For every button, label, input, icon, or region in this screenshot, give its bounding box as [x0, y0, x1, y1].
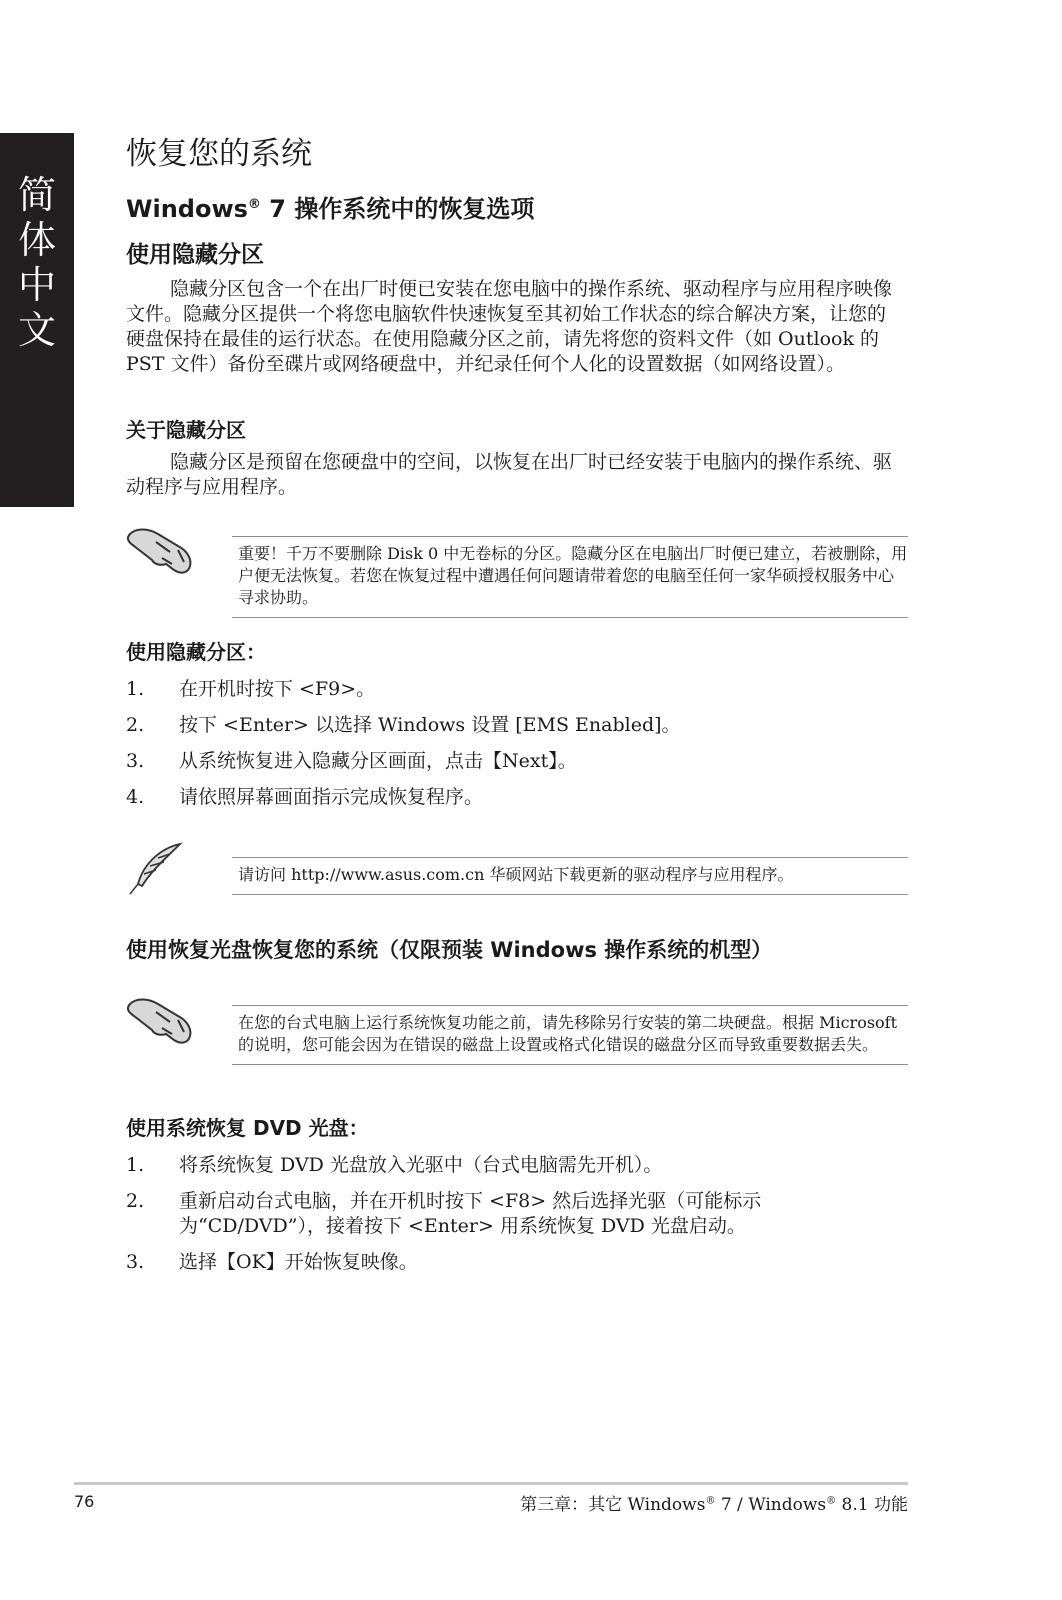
warning-note-recovery-disc — [232, 1005, 908, 1065]
page-title: 恢复您的系统 — [126, 136, 312, 172]
list-item: 3. 从系统恢复进入隐藏分区画面，点击【Next】。 — [126, 750, 577, 772]
hidden-partition-heading: 使用隐藏分区 — [126, 242, 264, 268]
hidden-partition-steps-heading: 使用隐藏分区： — [126, 640, 266, 664]
language-label: 简体中文 — [17, 173, 56, 352]
tip-note — [232, 857, 908, 895]
hidden-partition-steps — [126, 677, 908, 821]
page-number: 76 — [74, 1492, 95, 1511]
hand-icon — [126, 520, 198, 576]
recovery-disc-heading: 使用恢复光盘恢复您的系统（仅限预装 Windows 操作系统的机型） — [126, 938, 773, 962]
list-item: 3. 选择【OK】开始恢复映像。 — [126, 1251, 418, 1273]
warning-text: 重要！千万不要删除 Disk 0 中无卷标的分区。隐藏分区在电脑出厂时便已建立，若被删除，用户便无法恢复。若您在恢复过程中遭遇任何问题请带着您的电脑至任何一家华硕授权服务中心寻求协助。 — [238, 544, 908, 607]
chapter-title: 第三章：其它 Windows® 7 / Windows® 8.1 功能 — [520, 1495, 908, 1515]
list-item: 1. 将系统恢复 DVD 光盘放入光驱中（台式电脑需先开机）。 — [126, 1154, 663, 1176]
hidden-partition-intro: 隐藏分区包含一个在出厂时便已安装在您电脑中的操作系统、驱动程序与应用程序映像文件。隐藏分区提供一个将您电脑软件快速恢复至其初始工作状态的综合解决方案，让您的硬盘保持在最佳的运行状态。在使用隐藏分区之前，请先将您的资料文件（如 Outlook 的 PST 文件）备份至碟片或网络硬盘中，并纪录任何个人化的设置数据（如网络设置）。 — [126, 278, 893, 375]
warning-note-hidden-partition — [232, 536, 908, 618]
footer-divider — [74, 1482, 908, 1485]
warning-text: 在您的台式电脑上运行系统恢复功能之前，请先移除另行安装的第二块硬盘。根据 Microsoft 的说明，您可能会因为在错误的磁盘上设置或格式化错误的磁盘分区而导致重要数据丢失。 — [238, 1013, 898, 1054]
list-item: 2. 按下 <Enter> 以选择 Windows 设置 [EMS Enabled]。 — [126, 714, 681, 736]
feather-pen-icon — [126, 840, 186, 898]
section-subtitle: Windows® 7 操作系统中的恢复选项 — [126, 195, 535, 223]
list-item: 1. 在开机时按下 <F9>。 — [126, 678, 376, 700]
list-item: 2. 重新启动台式电脑，并在开机时按下 <F8> 然后选择光驱（可能标示为“CD/DVD”），接着按下 <Enter> 用系统恢复 DVD 光盘启动。 — [126, 1190, 762, 1237]
list-item: 4. 请依照屏幕画面指示完成恢复程序。 — [126, 786, 484, 808]
language-side-tab — [0, 133, 74, 507]
hand-icon — [126, 990, 198, 1046]
recovery-disc-steps — [126, 1153, 908, 1286]
recovery-disc-steps-heading: 使用系统恢复 DVD 光盘： — [126, 1116, 369, 1140]
tip-text: 请访问 http://www.asus.com.cn 华硕网站下载更新的驱动程序与应用程序。 — [238, 865, 794, 884]
about-hidden-partition-text: 隐藏分区是预留在您硬盘中的空间，以恢复在出厂时已经安装于电脑内的操作系统、驱动程序与应用程序。 — [126, 451, 893, 498]
about-hidden-partition-heading: 关于隐藏分区 — [126, 418, 246, 442]
